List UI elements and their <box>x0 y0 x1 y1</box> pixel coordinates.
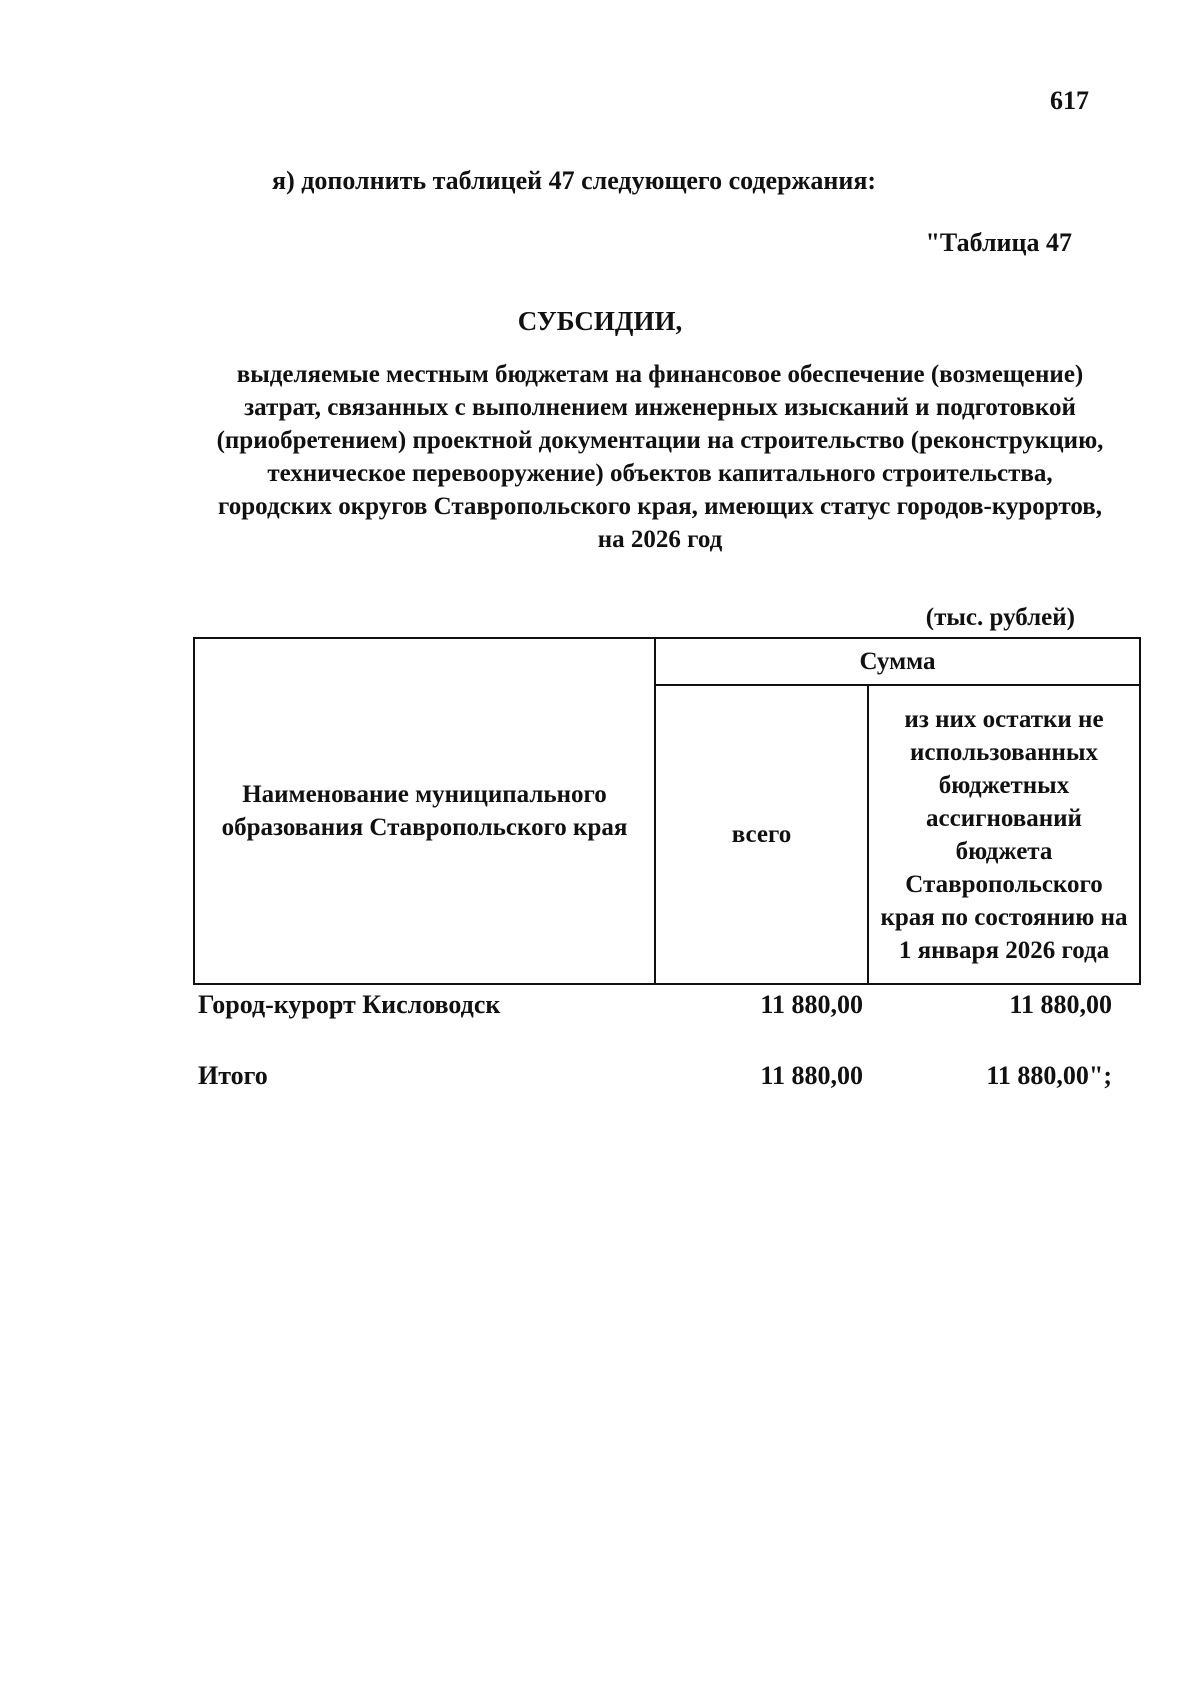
page-number: 617 <box>1050 86 1089 115</box>
table-header <box>193 637 1141 985</box>
header-unused-remainder <box>869 686 1139 983</box>
header-line: Наименование муниципального <box>242 781 607 808</box>
header-line: использованных <box>910 738 1098 766</box>
table-row-remain: 11 880,00 <box>1009 990 1112 1019</box>
subtitle-line: техническое перевооружение) объектов капитального строительства, <box>267 460 1053 487</box>
table-row-name: Город-курорт Кисловодск <box>198 990 501 1019</box>
document-title: СУБСИДИИ, <box>517 306 683 336</box>
units-label: (тыс. рублей) <box>925 604 1075 631</box>
header-line: Ставропольского <box>905 870 1103 898</box>
header-municipality-name <box>195 639 654 983</box>
table-row-total: 11 880,00 <box>760 990 863 1019</box>
subtitle-line: затрат, связанных с выполнением инженерных изысканий и подготовкой <box>244 394 1076 421</box>
table-total-remain: 11 880,00"; <box>986 1061 1112 1090</box>
header-sum: Сумма <box>859 648 936 675</box>
header-line: образования Ставропольского края <box>221 814 628 841</box>
table-caption: "Таблица 47 <box>925 228 1072 257</box>
header-line: бюджета <box>955 837 1053 865</box>
subtitle-line: городских округов Ставропольского края, имеющих статус городов-курортов, <box>218 493 1102 520</box>
header-total: всего <box>731 821 792 848</box>
header-line: 1 января 2026 года <box>898 936 1110 964</box>
table-total-value: 11 880,00 <box>760 1061 863 1090</box>
table-total-label: Итого <box>198 1061 268 1090</box>
subtitle-line: на 2026 год <box>597 526 723 553</box>
header-line: из них остатки не <box>904 705 1104 733</box>
header-line: бюджетных <box>938 771 1070 799</box>
subtitle-line: (приобретением) проектной документации на строительство (реконструкцию, <box>216 427 1104 454</box>
subtitle-line: выделяемые местным бюджетам на финансовое обеспечение (возмещение) <box>236 361 1084 388</box>
document-subtitle <box>170 358 1150 556</box>
header-line: ассигнований <box>926 804 1082 832</box>
intro-paragraph: я) дополнить таблицей 47 следующего содержания: <box>272 166 877 195</box>
header-line: края по состоянию на <box>880 903 1128 931</box>
